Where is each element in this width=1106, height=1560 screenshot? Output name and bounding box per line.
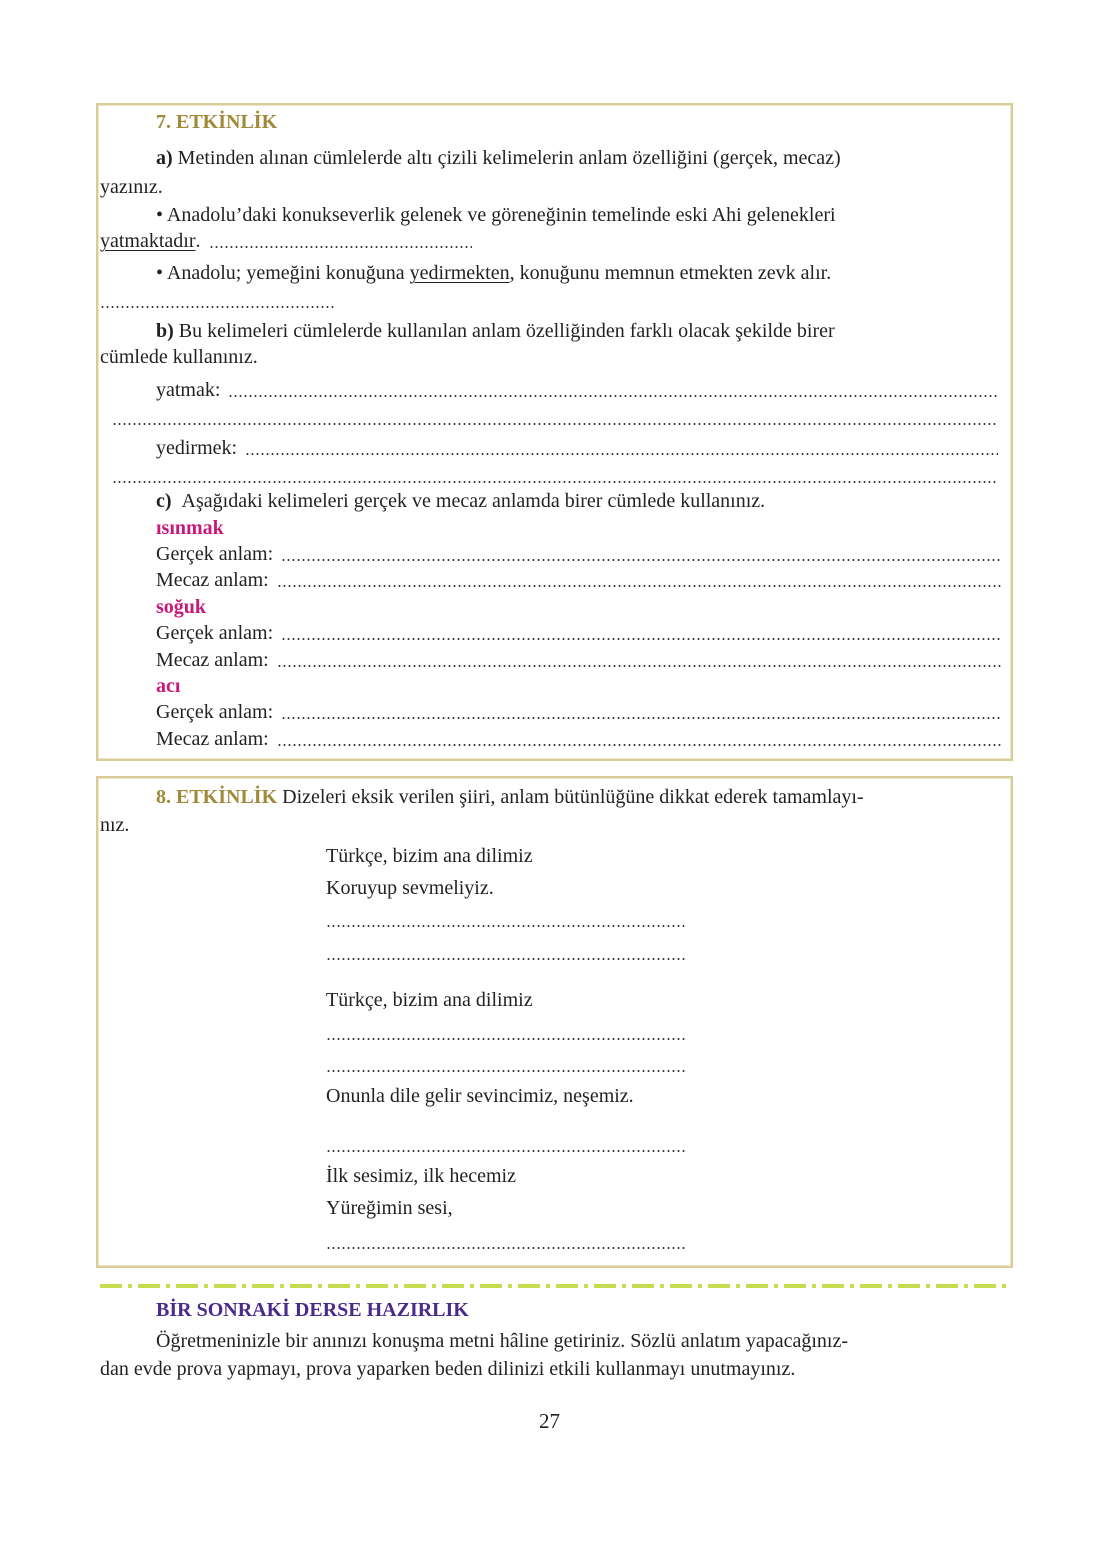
poem-line: Onunla dile gelir sevincimiz, neşemiz. bbox=[326, 1085, 634, 1107]
word-yedirmek: yedirmek: bbox=[156, 437, 238, 459]
b-text: Bu kelimeleri cümlelerde kullanılan anlam özelliğinden farklı olacak şekilde birer bbox=[178, 320, 835, 342]
answer-line[interactable] bbox=[281, 717, 1001, 719]
poem-line: Yüreğimin sesi, bbox=[326, 1197, 453, 1219]
answer-line[interactable] bbox=[277, 744, 1001, 746]
b-text2: cümlede kullanınız. bbox=[100, 346, 258, 368]
page: 7. ETKİNLİK a) Metinden alınan cümlelerde altı çizili kelimelerin anlam özelliğini (gerçek, mecaz) yazınız. • Anadolu’daki konukseverlik gelenek ve göreneğinin temelinde eski Ahi gelenekleri yatmaktadır . • Anadolu; yemeğini konuğuna yedirmekten , konuğunu memnun etmekten zevk alır. b) Bu kelimeleri cümlelerde kullanılan anlam özelliğinden farklı olacak şekilde birer cümlede kullanınız. yatmak: yedirmek: c) Aşağıdaki kelimeleri gerçek ve mecaz anlamda birer cümlede kullanınız. ısınmak Gerçek anlam: Mecaz anlam: soğuk Gerçek anlam: Mecaz anlam: acı Gerçek anlam: Mecaz anlam: 8. ETKİNLİK Dizeleri eksik verilen şiiri, anlam bütünlüğüne dikkat ederek tamamlayı- nız. Türkçe, bizim ana dilimiz Koruyup sevmeliyiz. Türkçe, bizim ana dilimiz Onunla dile gelir sevincimiz, neşemiz. İlk sesimiz, ilk hecemiz Yüreğimin sesi, BİR SONRAKİ DERSE HAZIRLIK Öğretmeninizle bir anınızı konuşma metni hâline getiriniz. Sözlü anlatım yapacağınız- dan evde prova yapmayı, prova yaparken beden dilinizi etkili kullanmayı unutmayınız. 27 bbox=[0, 0, 1106, 1560]
answer-line[interactable] bbox=[245, 453, 998, 455]
divider bbox=[100, 1284, 1008, 1288]
bullet1: • Anadolu’daki konukseverlik gelenek ve göreneğinin temelinde eski Ahi gelenekleri bbox=[156, 204, 836, 226]
poem-blank[interactable] bbox=[326, 1247, 686, 1249]
next-lesson-title: BİR SONRAKİ DERSE HAZIRLIK bbox=[156, 1299, 469, 1321]
answer-line[interactable] bbox=[209, 246, 472, 248]
poem-line: Türkçe, bizim ana dilimiz bbox=[326, 989, 533, 1011]
answer-line[interactable] bbox=[277, 665, 1001, 667]
activity-8-title: 8. ETKİNLİK bbox=[156, 786, 278, 808]
activity-8-text: Dizeleri eksik verilen şiiri, anlam bütünlüğüne dikkat ederek tamamlayı- bbox=[282, 786, 864, 808]
answer-line[interactable] bbox=[112, 481, 998, 483]
answer-line[interactable] bbox=[228, 395, 998, 397]
page-number: 27 bbox=[539, 1409, 560, 1433]
next-line1: Öğretmeninizle bir anınızı konuşma metni hâline getiriniz. Sözlü anlatım yapacağınız- bbox=[156, 1330, 849, 1352]
poem-line: İlk sesimiz, ilk hecemiz bbox=[326, 1165, 516, 1187]
a-text2: yazınız. bbox=[100, 176, 163, 198]
c-text: Aşağıdaki kelimeleri gerçek ve mecaz anlamda birer cümlede kullanınız. bbox=[181, 490, 766, 512]
poem-blank[interactable] bbox=[326, 1038, 686, 1040]
poem-blank[interactable] bbox=[326, 958, 686, 960]
underlined-word-1: yatmaktadır bbox=[100, 230, 196, 252]
poem-blank[interactable] bbox=[326, 1150, 686, 1152]
word-aci: acı bbox=[156, 675, 181, 697]
word-yatmak: yatmak: bbox=[156, 379, 221, 401]
activity-7-title: 7. ETKİNLİK bbox=[156, 111, 278, 133]
poem-blank[interactable] bbox=[326, 1070, 686, 1072]
word-isinmak: ısınmak bbox=[156, 517, 224, 539]
next-line2: dan evde prova yapmayı, prova yaparken beden dilinizi etkili kullanmayı unutmayınız. bbox=[100, 1358, 796, 1380]
answer-line[interactable] bbox=[281, 638, 1001, 640]
answer-line[interactable] bbox=[112, 423, 998, 425]
poem-line: Türkçe, bizim ana dilimiz bbox=[326, 845, 533, 867]
answer-line[interactable] bbox=[100, 306, 334, 308]
a-label: a) bbox=[156, 147, 173, 169]
word-soguk: soğuk bbox=[156, 596, 207, 618]
poem-blank[interactable] bbox=[326, 925, 686, 927]
underlined-word-2: yedirmekten bbox=[409, 262, 510, 284]
a-text: Metinden alınan cümlelerde altı çizili kelimelerin anlam özelliğini (gerçek, mecaz) bbox=[177, 147, 841, 169]
answer-line[interactable] bbox=[277, 585, 1001, 587]
answer-line[interactable] bbox=[281, 559, 1001, 561]
poem-line: Koruyup sevmeliyiz. bbox=[326, 877, 494, 899]
